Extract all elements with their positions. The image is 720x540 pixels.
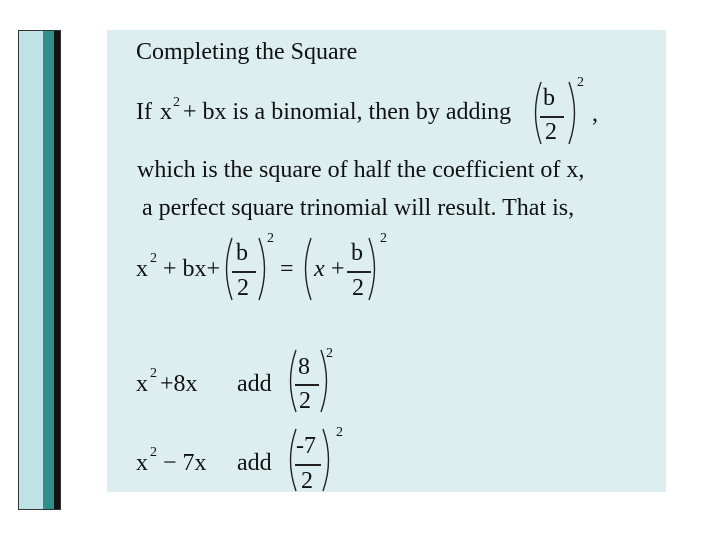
formula-rhs-left-paren-icon [298, 236, 314, 302]
example1-add: add [237, 371, 272, 397]
left-bar-black [54, 31, 60, 509]
formula-equals: = [280, 256, 294, 282]
example2-fraction-den: 2 [301, 468, 313, 494]
example1-exponent: 2 [150, 366, 157, 381]
line1-comma: , [592, 101, 598, 127]
formula-rhs-outer-exponent: 2 [380, 231, 387, 246]
example1-fraction-den: 2 [299, 388, 311, 414]
example1-fraction-num: 8 [298, 354, 310, 380]
slide-title: Completing the Square [136, 39, 358, 65]
line1-exponent: 2 [173, 95, 180, 110]
line3-text: a perfect square trinomial will result. That is, [142, 195, 575, 221]
formula-rhs-x: x [314, 256, 325, 282]
example2-x: x [136, 450, 148, 476]
formula-x: x [136, 256, 148, 282]
example2-add: add [237, 450, 272, 476]
line1-var: x [160, 99, 172, 125]
formula-exponent: 2 [150, 251, 157, 266]
line1-prefix: If [136, 99, 152, 125]
formula-rhs-fraction-num: b [351, 240, 363, 266]
example2-exponent: 2 [150, 445, 157, 460]
example2-term: − 7x [163, 450, 207, 476]
formula-fraction-bar [232, 271, 256, 273]
left-bar-teal [43, 31, 54, 509]
formula-rhs-fraction-den: 2 [352, 275, 364, 301]
line1-fraction-num: b [543, 85, 555, 111]
left-paren-icon [528, 80, 544, 146]
example2-fraction-bar [295, 464, 321, 466]
line1-outer-exponent: 2 [577, 75, 584, 90]
formula-fraction-num: b [236, 240, 248, 266]
formula-fraction-den: 2 [237, 275, 249, 301]
example1-outer-exponent: 2 [326, 346, 333, 361]
line1-text: + bx is a binomial, then by adding [183, 99, 512, 125]
example2-fraction-num: -7 [296, 433, 316, 459]
example1-left-paren-icon [283, 348, 299, 414]
example1-term: +8x [160, 371, 198, 397]
formula-rhs-plus: + [331, 256, 345, 282]
formula-plus-bx: + bx+ [163, 256, 221, 282]
example2-outer-exponent: 2 [336, 425, 343, 440]
line1-fraction-den: 2 [545, 119, 557, 145]
left-bar-light [19, 31, 43, 509]
example1-x: x [136, 371, 148, 397]
example2-right-paren-icon [320, 427, 336, 493]
line2-text: which is the square of half the coefficient of x, [137, 157, 585, 183]
example1-fraction-bar [295, 384, 319, 386]
formula-left-paren-icon [219, 236, 235, 302]
formula-outer-exponent: 2 [267, 231, 274, 246]
